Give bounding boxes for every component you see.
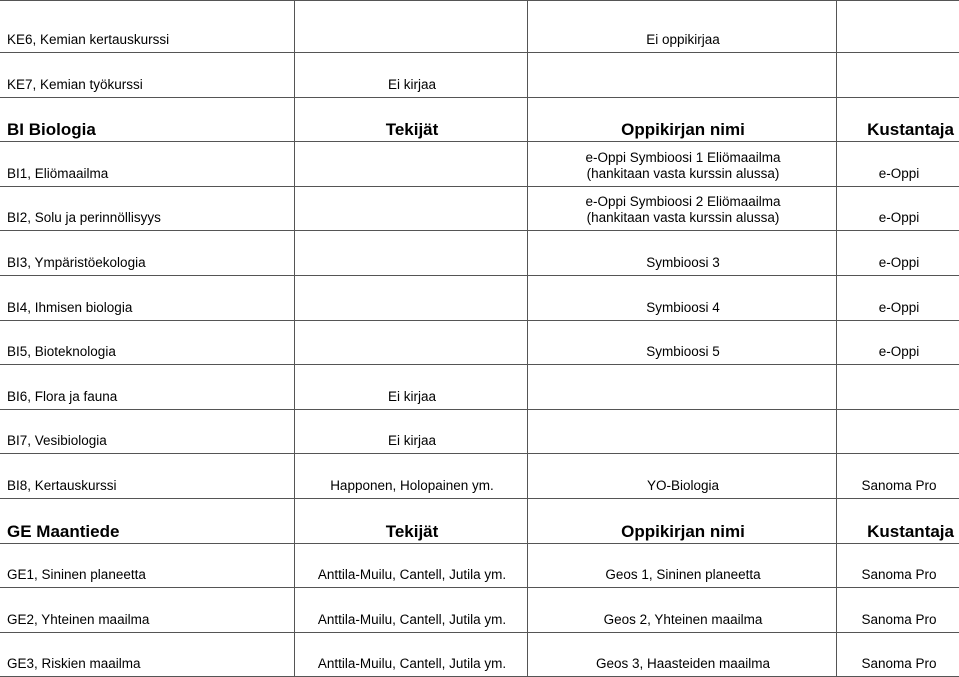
book-cell: Geos 3, Haasteiden maailma	[528, 632, 837, 677]
table-row	[0, 275, 959, 320]
course-cell: BI Biologia	[0, 97, 295, 142]
authors-cell	[295, 142, 528, 187]
course-cell: BI5, Bioteknologia	[0, 320, 295, 365]
publisher-cell: Kustantaja	[837, 498, 959, 543]
authors-cell	[295, 1, 528, 53]
authors-cell	[295, 186, 528, 231]
publisher-cell: e-Oppi	[837, 231, 959, 276]
authors-cell: Anttila-Muilu, Cantell, Jutila ym.	[295, 588, 528, 633]
book-cell: YO-Biologia	[528, 454, 837, 499]
table-row	[0, 454, 959, 499]
book-cell	[528, 186, 837, 231]
book-cell	[528, 53, 837, 98]
book-cell: Symbioosi 5	[528, 320, 837, 365]
authors-cell: Happonen, Holopainen ym.	[295, 454, 528, 499]
book-cell: Geos 2, Yhteinen maailma	[528, 588, 837, 633]
table-row	[0, 409, 959, 454]
table-row	[0, 588, 959, 633]
publisher-cell: e-Oppi	[837, 186, 959, 231]
course-cell: BI8, Kertauskurssi	[0, 454, 295, 499]
authors-cell	[295, 275, 528, 320]
table-row	[0, 231, 959, 276]
section-header-row	[0, 97, 959, 142]
book-cell: Oppikirjan nimi	[528, 498, 837, 543]
table-row	[0, 142, 959, 187]
publisher-cell: Sanoma Pro	[837, 588, 959, 633]
table-row	[0, 1, 959, 53]
course-cell: BI4, Ihmisen biologia	[0, 275, 295, 320]
publisher-cell	[837, 365, 959, 410]
course-cell: KE6, Kemian kertauskurssi	[0, 1, 295, 53]
publisher-cell: Kustantaja	[837, 97, 959, 142]
book-note-line: (hankitaan vasta kurssin alussa)	[586, 165, 780, 181]
table-row	[0, 632, 959, 677]
table-row	[0, 320, 959, 365]
table-row	[0, 186, 959, 231]
authors-cell: Anttila-Muilu, Cantell, Jutila ym.	[295, 543, 528, 588]
publisher-cell	[837, 409, 959, 454]
book-cell: Oppikirjan nimi	[528, 97, 837, 142]
course-cell: GE2, Yhteinen maailma	[0, 588, 295, 633]
course-cell: KE7, Kemian työkurssi	[0, 53, 295, 98]
book-note-line: (hankitaan vasta kurssin alussa)	[586, 210, 780, 226]
course-cell: BI6, Flora ja fauna	[0, 365, 295, 410]
publisher-cell: e-Oppi	[837, 275, 959, 320]
book-title-line: e-Oppi Symbioosi 1 Eliömaailma	[585, 149, 781, 165]
book-cell: Geos 1, Sininen planeetta	[528, 543, 837, 588]
authors-cell: Tekijät	[295, 498, 528, 543]
course-cell: BI1, Eliömaailma	[0, 142, 295, 187]
course-cell: BI7, Vesibiologia	[0, 409, 295, 454]
section-header-row	[0, 498, 959, 543]
table-row	[0, 365, 959, 410]
publisher-cell	[837, 1, 959, 53]
publisher-cell: Sanoma Pro	[837, 543, 959, 588]
course-cell: GE Maantiede	[0, 498, 295, 543]
publisher-cell: e-Oppi	[837, 142, 959, 187]
authors-cell: Tekijät	[295, 97, 528, 142]
authors-cell: Ei kirjaa	[295, 365, 528, 410]
publisher-cell: e-Oppi	[837, 320, 959, 365]
book-title-line: e-Oppi Symbioosi 2 Eliömaailma	[585, 194, 781, 210]
course-cell: BI2, Solu ja perinnöllisyys	[0, 186, 295, 231]
book-cell: Ei oppikirjaa	[528, 1, 837, 53]
authors-cell	[295, 231, 528, 276]
publisher-cell: Sanoma Pro	[837, 632, 959, 677]
authors-cell	[295, 320, 528, 365]
authors-cell: Anttila-Muilu, Cantell, Jutila ym.	[295, 632, 528, 677]
publisher-cell: Sanoma Pro	[837, 454, 959, 499]
authors-cell: Ei kirjaa	[295, 53, 528, 98]
book-cell	[528, 409, 837, 454]
authors-cell: Ei kirjaa	[295, 409, 528, 454]
table-row	[0, 53, 959, 98]
book-cell: Symbioosi 4	[528, 275, 837, 320]
book-cell: Symbioosi 3	[528, 231, 837, 276]
course-cell: BI3, Ympäristöekologia	[0, 231, 295, 276]
publisher-cell	[837, 53, 959, 98]
table-row	[0, 543, 959, 588]
book-cell	[528, 365, 837, 410]
course-cell: GE3, Riskien maailma	[0, 632, 295, 677]
course-cell: GE1, Sininen planeetta	[0, 543, 295, 588]
book-cell	[528, 142, 837, 187]
